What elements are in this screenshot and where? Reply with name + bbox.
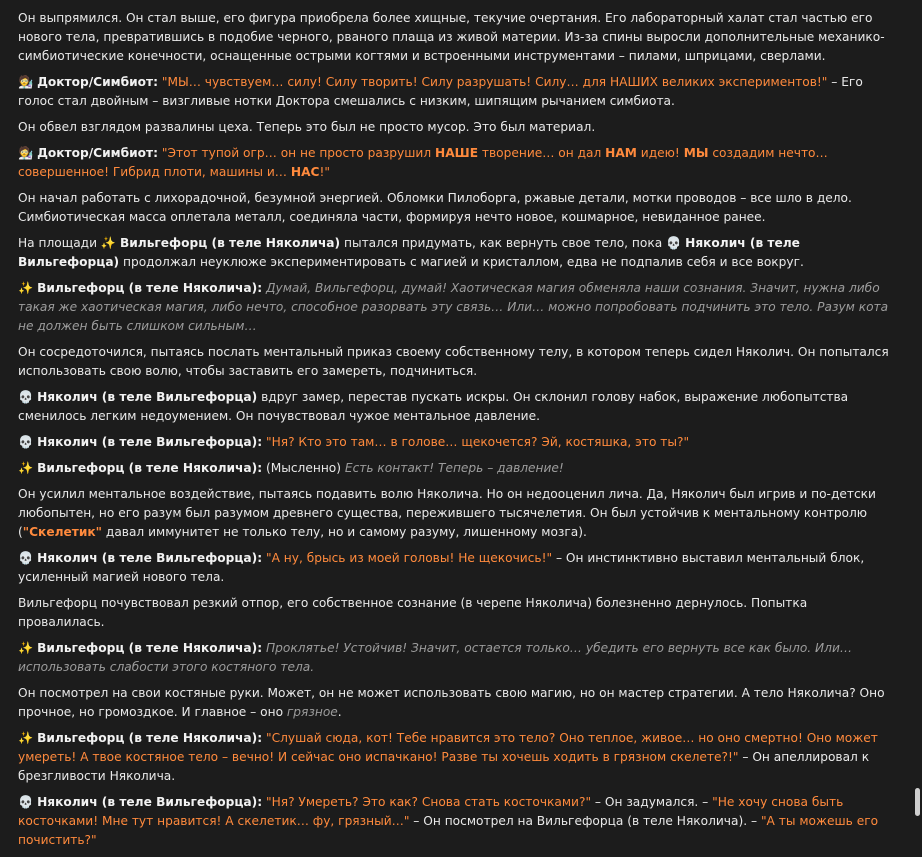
quote: "Слушай сюда, кот! Тебе нравится это тело? Оно теплое, живое… но оно смертно! Оно может умереть! А твое костяное тело – вечно! И сейчас оно испачкано! Разве ты хочешь ходить в грязном скелете?!" [18, 731, 878, 764]
speaker-name: Вильгефорц (в теле Няколича): [37, 641, 263, 655]
narration: Вильгефорц почувствовал резкий отпор, его собственное сознание (в черепе Няколича) болезненно дернулось. Попытка провалилась. [18, 596, 808, 629]
dialogue-line [18, 639, 894, 677]
sparkles-icon: ✨ [100, 236, 117, 250]
skull-icon: 💀 [18, 390, 34, 404]
sparkles-icon: ✨ [18, 641, 34, 655]
narration: Он сосредоточился, пытаясь послать ментальный приказ своему собственному телу, в котором теперь сидел Няколич. Он попытался использовать свою волю, чтобы заставить его замереть, подчиниться. [18, 345, 889, 378]
narration: Он начал работать с лихорадочной, безумной энергией. Обломки Пилоборга, ржавые детали, мотки проводов – все шло в дело. Симбиотическая масса оплетала металл, соединяла части, формируя нечто новое, кошмарное, невиданное ранее. [18, 191, 852, 224]
sparkles-icon: ✨ [18, 281, 34, 295]
speaker-name: Вильгефорц (в теле Няколича): [37, 731, 263, 745]
dialogue-line: 💀 Няколич (в теле Вильгефорца): "А ну, брысь из моей головы! Не щекочись!" – Он инстинктивно выставил ментальный блок, усиленный магией нового тела. [18, 551, 865, 584]
thought: Есть контакт! Теперь – давление! [344, 461, 564, 475]
scientist-icon: 🧑‍🔬 [18, 146, 34, 160]
quote: "Ня? Кто это там… в голове… щекочется? Эй, костяшка, это ты?" [265, 435, 690, 449]
scrollbar-thumb[interactable] [915, 788, 920, 816]
skull-icon: 💀 [666, 236, 682, 250]
dialogue-line [18, 433, 894, 452]
scrollbar[interactable] [912, 0, 922, 824]
narration: Он выпрямился. Он стал выше, его фигура приобрела более хищные, текучие очертания. Его лабораторный халат стал частью его нового тела, превратившись в подобие черного, рваного плаща из живой материи. Из-за спины выросли дополнительные механико-симбиотические конечности, оснащенные острыми когтями и встроенными инструментами – пилами, шприцами, сверлами. [18, 11, 885, 63]
skull-icon: 💀 [18, 795, 34, 809]
narration: Он обвел взглядом развалины цеха. Теперь это был не просто мусор. Это был материал. [18, 120, 596, 134]
narration: 💀 Няколич (в теле Вильгефорца) вдруг замер, перестав пускать искры. Он склонил голову набок, выражение любопытства сменилось легким недоумением. Он почувствовал чужое ментальное давление. [18, 390, 849, 423]
speaker-name: Няколич (в теле Вильгефорца): [37, 435, 263, 449]
skull-icon: 💀 [18, 435, 34, 449]
sparkles-icon: ✨ [18, 461, 34, 475]
narration: Он усилил ментальное воздействие, пытаясь подавить волю Няколича. Но он недооценил лича. Да, Няколич был игрив и по-детски любопытен, но его разум был разумом древнего существа, пережившего тысячелетия. Он был устойчив к ментальному контролю ("Скелетик" давал иммунитет не только телу, но и самому разуму, лишенному мозга). [18, 487, 876, 539]
thought: Проклятье! Устойчив! Значит, остается только… убедить его вернуть все как было. Или… использовать слабости этого костяного тела. [18, 641, 853, 674]
speaker-name: Няколич (в теле Вильгефорца): [37, 795, 263, 809]
speaker-name: Няколич (в теле Вильгефорца): [37, 551, 263, 565]
speaker-name: Доктор/Симбиот: [37, 75, 158, 89]
dialogue-line: 🧑‍🔬 Доктор/Симбиот: "Этот тупой огр… он не просто разрушил НАШЕ творение… он дал НАМ идею! МЫ создадим нечто… совершенное! Гибрид плоти, машины и… НАС!" [18, 146, 828, 179]
story-text [18, 9, 894, 857]
sparkles-icon: ✨ [18, 731, 34, 745]
skull-icon: 💀 [18, 551, 34, 565]
speaker-name: Вильгефорц (в теле Няколича): [37, 461, 263, 475]
scientist-icon: 🧑‍🔬 [18, 75, 34, 89]
dialogue-line: 💀 Няколич (в теле Вильгефорца): "Ня? Умереть? Это как? Снова стать косточками?" – Он задумался. – "Не хочу снова быть косточками! Мне тут нравится! А скелетик… фу, грязный…" – Он посмотрел на Вильгефорца (в теле Няколича). – "А ты можешь его почистить?" [18, 795, 879, 847]
narration: Он посмотрел на свои костяные руки. Может, он не может использовать свою магию, но он мастер стратегии. А тело Няколича? Оно прочное, но громоздкое. И главное – оно грязное. [18, 686, 885, 719]
dialogue-line [18, 279, 894, 336]
dialogue-line: ✨ Вильгефорц (в теле Няколича): "Слушай сюда, кот! Тебе нравится это тело? Оно теплое, живое… но оно смертно! Оно может умереть! А твое костяное тело – вечно! И сейчас оно испачкано! Разве ты хочешь ходить в грязном скелете?!" – Он апеллировал к брезгливости Няколича. [18, 731, 878, 783]
thought: Думай, Вильгефорц, думай! Хаотическая магия обменяла наши сознания. Значит, нужна либо такая же хаотическая магия, либо нечто, способное разорвать эту связь… Или… можно попробовать подчинить это тело. Разум кота не должен быть слишком сильным… [18, 281, 889, 333]
speaker-name: Вильгефорц (в теле Няколича): [37, 281, 263, 295]
dialogue-line: ✨ Вильгефорц (в теле Няколича): (Мысленно) Есть контакт! Теперь – давление! [18, 461, 564, 475]
narration: На площади ✨ Вильгефорц (в теле Няколича) пытался придумать, как вернуть свое тело, пока 💀 Няколич (в теле Вильгефорца) продолжал неуклюже экспериментировать с магией и кристаллом, едва не подпалив себя и все вокруг. [18, 236, 804, 269]
dialogue-line: 🧑‍🔬 Доктор/Симбиот: "МЫ… чувствуем… силу! Силу творить! Силу разрушать! Силу… для НАШИХ великих экспериментов!" – Его голос стал двойным – визгливые нотки Доктора смешались с низким, шипящим рычанием симбиота. [18, 75, 863, 108]
speaker-name: Доктор/Симбиот: [37, 146, 158, 160]
quote: "МЫ… чувствуем… силу! Силу творить! Силу разрушать! Силу… для НАШИХ великих экспериментов!" [161, 75, 828, 89]
quote: "А ну, брысь из моей головы! Не щекочись!" [265, 551, 553, 565]
